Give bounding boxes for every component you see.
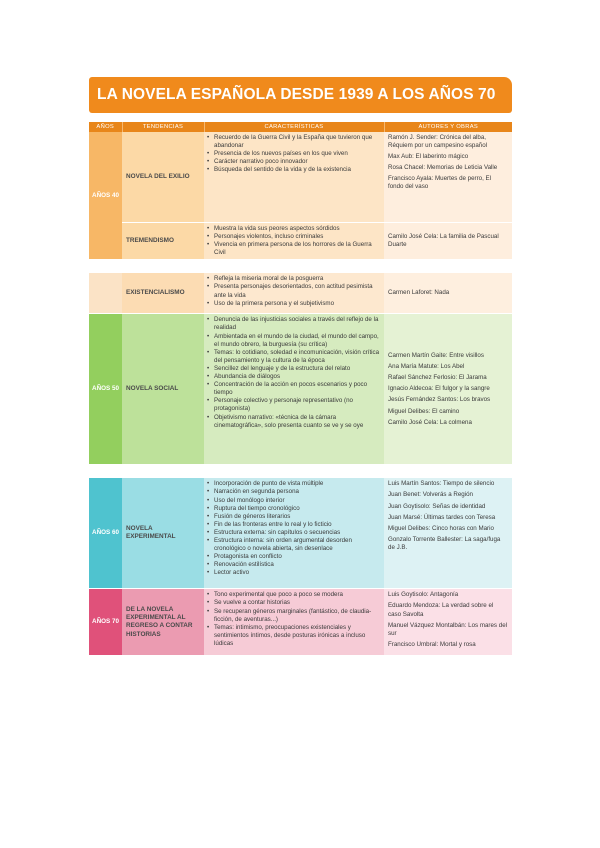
- work-item: Carmen Martín Gaite: Entre visillos: [388, 352, 484, 360]
- work-item: Rosa Chacel: Memorias de Leticia Valle: [388, 164, 498, 172]
- header-traits: CARACTERÍSTICAS: [204, 122, 384, 132]
- trait-item: • Lector activo: [214, 569, 382, 577]
- trait-item: • Abundancia de diálogos: [214, 373, 382, 381]
- trend-social: NOVELA SOCIAL: [122, 314, 204, 465]
- traits-exilio: [204, 132, 384, 223]
- work-item: Juan Goytisolo: Señas de identidad: [388, 502, 486, 510]
- trait-item: • Estructura externa: sin capítulos o secuencias: [214, 529, 382, 537]
- trait-item: • Carácter narrativo poco innovador: [214, 158, 382, 166]
- trait-item: • Ruptura del tiempo cronológico: [214, 505, 382, 513]
- work-item: Francisco Umbral: Mortal y rosa: [388, 640, 476, 648]
- work-item: Francisco Ayala: Muertes de perro, El fondo del vaso: [388, 175, 492, 191]
- trait-item: • Ambientada en el mundo de la ciudad, el mundo del campo, el mundo obrero, la burguesía (su crítica): [214, 333, 382, 349]
- work-item: Ana María Matute: Los Abel: [388, 363, 465, 371]
- work-item: Miguel Delibes: El camino: [388, 407, 460, 415]
- trait-item: • Presenta personajes desorientados, con actitud pesimista ante la vida: [214, 283, 382, 299]
- work-item: Gonzalo Torrente Ballester: La saga/fuga de J.B.: [388, 535, 501, 551]
- trend-tremendismo: TREMENDISMO: [122, 223, 204, 260]
- trait-item: • Personajes violentos, incluso criminales: [214, 233, 382, 241]
- trait-item: • Se vuelve a contar historias: [214, 599, 382, 607]
- traits-social: [204, 314, 384, 465]
- work-item: Luis Martín Santos: Tiempo de silencio: [388, 480, 495, 488]
- work-item: Juan Benet: Volverás a Región: [388, 491, 473, 499]
- trait-item: • Se recuperan géneros marginales (fantástico, de claudia-ficción, de aventuras...): [214, 608, 382, 624]
- works-experimental: [384, 478, 512, 589]
- header-trends: TENDENCIAS: [122, 122, 204, 132]
- traits-existencialismo: [204, 273, 384, 314]
- trait-item: • Estructura interna: sin orden argumental desorden cronológico o novela abierta, sin desenlace: [214, 537, 382, 553]
- work-item: Ignacio Aldecoa: El fulgor y la sangre: [388, 385, 490, 393]
- trait-item: • Tono experimental que poco a poco se modera: [214, 591, 382, 599]
- work-item: Ramón J. Sender: Crónica del alba, Réquiem por un campesino español: [388, 134, 488, 150]
- trend-experimental: NOVELA EXPERIMENTAL: [122, 478, 204, 589]
- header-authors: AUTORES Y OBRAS: [384, 122, 512, 132]
- work-item: Camilo José Cela: La colmena: [388, 418, 472, 426]
- trait-item: • Búsqueda del sentido de la vida y de la existencia: [214, 166, 382, 174]
- work-item: Max Aub: El laberinto mágico: [388, 153, 469, 161]
- trend-existencialismo: EXISTENCIALISMO: [122, 273, 204, 314]
- trait-item: • Fin de las fronteras entre lo real y lo ficticio: [214, 521, 382, 529]
- works-social: [384, 314, 512, 465]
- traits-experimental: [204, 478, 384, 589]
- work-item: Camilo José Cela: La familia de Pascual Duarte: [388, 233, 499, 249]
- era-70: AÑOS 70: [89, 589, 122, 656]
- works-existencialismo: [384, 273, 512, 314]
- row-social: [89, 314, 512, 465]
- work-item: Manuel Vázquez Montalbán: Los mares del sur: [388, 621, 508, 637]
- era-60: AÑOS 60: [89, 478, 122, 589]
- trait-item: • Concentración de la acción en pocos escenarios y poco tiempo: [214, 381, 382, 397]
- work-item: Juan Marsé: Últimas tardes con Teresa: [388, 513, 496, 521]
- trait-item: • Temas: lo cotidiano, soledad e incomunicación, visión crítica del pensamiento y la cultura de la época: [214, 349, 382, 365]
- work-item: Jesús Fernández Santos: Los bravos: [388, 396, 491, 404]
- row-tremendismo: [89, 223, 512, 260]
- trait-item: • Protagonista en conflicto: [214, 553, 382, 561]
- trait-item: • Denuncia de las injusticias sociales a través del reflejo de la realidad: [214, 316, 382, 332]
- trait-item: • Vivencia en primera persona de los horrores de la Guerra Civil: [214, 241, 382, 257]
- row-experimental: [89, 478, 512, 589]
- traits-tremendismo: [204, 223, 384, 260]
- trait-item: • Presencia de los nuevos países en los que viven: [214, 150, 382, 158]
- work-item: Eduardo Mendoza: La verdad sobre el caso Savolta: [388, 602, 494, 618]
- trait-item: • Muestra la vida sus peores aspectos sórdidos: [214, 225, 382, 233]
- work-item: Carmen Laforet: Nada: [388, 289, 450, 297]
- works-regreso: [384, 589, 512, 656]
- novel-table: [89, 122, 512, 655]
- trait-item: • Refleja la miseria moral de la posguerra: [214, 275, 382, 283]
- spacer: [89, 259, 512, 273]
- trend-exilio: NOVELA DEL EXILIO: [122, 132, 204, 223]
- trait-item: • Narración en segunda persona: [214, 488, 382, 496]
- page-title: LA NOVELA ESPAÑOLA DESDE 1939 A LOS AÑOS 70: [89, 77, 512, 113]
- work-item: Rafael Sánchez Ferlosio: El Jarama: [388, 374, 487, 382]
- era-40: AÑOS 40: [89, 132, 122, 259]
- trait-item: • Uso del monólogo interior: [214, 497, 382, 505]
- trend-regreso: DE LA NOVELA EXPERIMENTAL AL REGRESO A CONTAR HISTORIAS: [122, 589, 204, 656]
- trait-item: • Sencillez del lenguaje y de la estructura del relato: [214, 365, 382, 373]
- trait-item: • Renovación estilística: [214, 561, 382, 569]
- trait-item: • Incorporación de punto de vista múltiple: [214, 480, 382, 488]
- document: [89, 77, 512, 655]
- spacer: [89, 464, 512, 478]
- header-row: [89, 122, 512, 132]
- trait-item: • Temas: intimismo, preocupaciones existenciales y sentimientos íntimos, desde posturas irónicas a incluso lúdicas: [214, 624, 382, 648]
- work-item: Miguel Delibes: Cinco horas con Mario: [388, 524, 494, 532]
- trait-item: • Fusión de géneros literarios: [214, 513, 382, 521]
- trait-item: • Personaje colectivo y personaje representativo (no protagonista): [214, 397, 382, 413]
- trait-item: • Recuerdo de la Guerra Civil y la España que tuvieron que abandonar: [214, 134, 382, 150]
- trait-item: • Objetivismo narrativo: «técnica de la cámara cinematográfica», solo presenta cuanto se ve y se oye: [214, 414, 382, 430]
- trait-item: • Uso de la primera persona y el subjetivismo: [214, 300, 382, 308]
- era-blank: [89, 273, 122, 314]
- work-item: Luis Goytisolo: Antagonía: [388, 591, 459, 599]
- row-exilio: [89, 132, 512, 223]
- row-existencialismo: [89, 273, 512, 314]
- era-50: AÑOS 50: [89, 314, 122, 465]
- works-tremendismo: [384, 223, 512, 260]
- row-regreso: [89, 589, 512, 656]
- works-exilio: [384, 132, 512, 223]
- header-years: AÑOS: [89, 122, 122, 132]
- traits-regreso: [204, 589, 384, 656]
